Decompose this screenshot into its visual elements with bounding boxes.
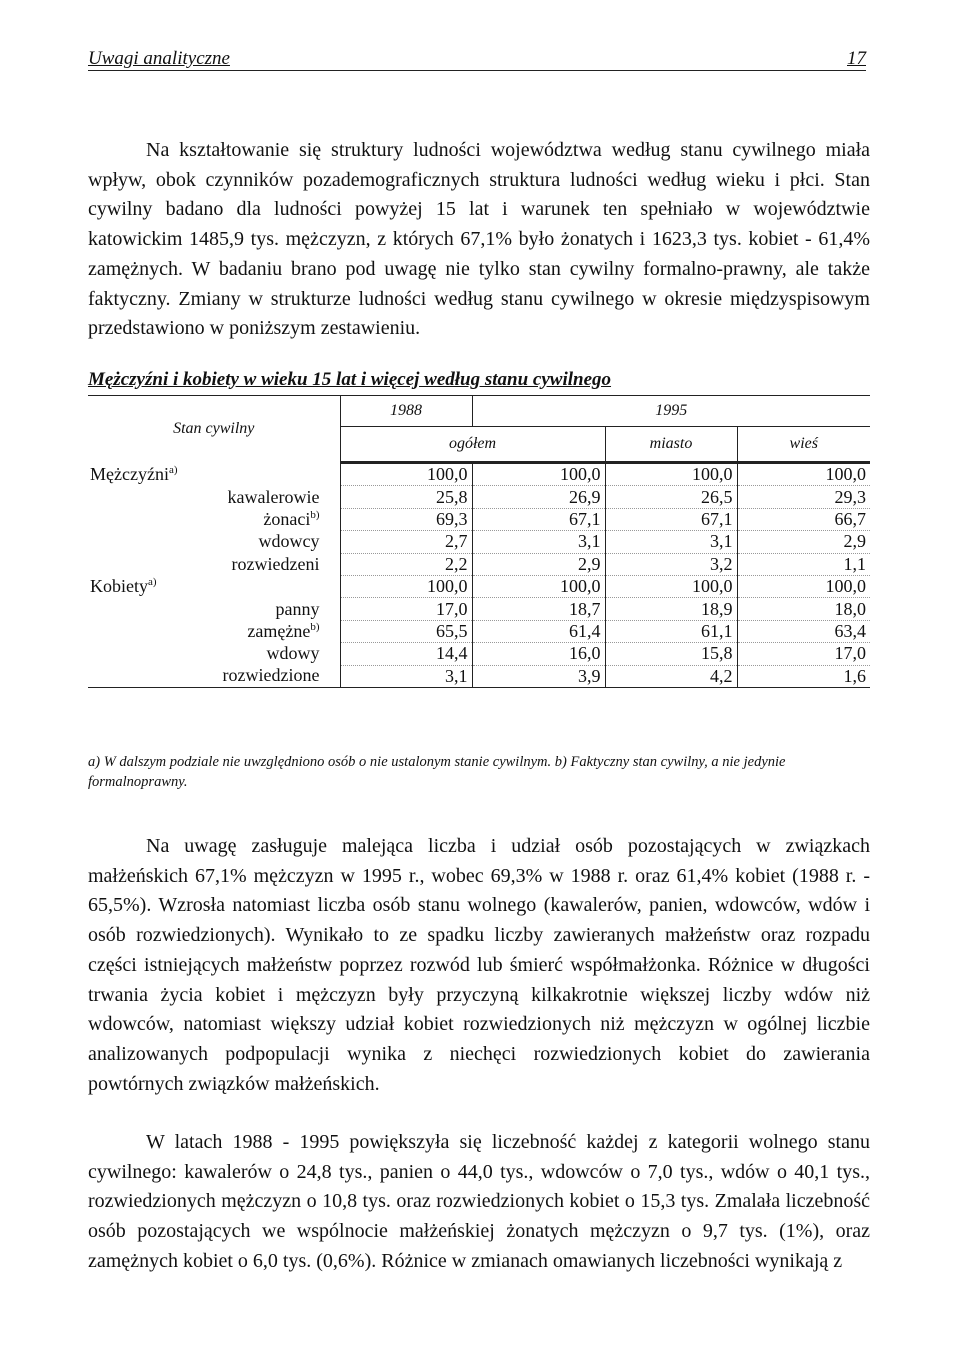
table-row	[88, 643, 870, 665]
row-label: żonaci$^{b)}$	[263, 508, 320, 529]
table-row	[88, 463, 870, 486]
table-row	[88, 508, 870, 530]
cell-miasto: 15,8	[605, 643, 737, 665]
cell-1988: 3,1	[340, 665, 472, 687]
cell-wies: 100,0	[737, 575, 870, 597]
row-label: rozwiedzeni	[231, 553, 320, 574]
cell-1988: 14,4	[340, 643, 472, 665]
cell-ogolem: 100,0	[472, 575, 605, 597]
cell-1988: 69,3	[340, 508, 472, 530]
cell-1988: 2,7	[340, 531, 472, 553]
cell-wies: 17,0	[737, 643, 870, 665]
cell-ogolem: 100,0	[472, 463, 605, 486]
header-year-1995: 1995	[472, 396, 870, 427]
header-wies: wieś	[737, 427, 870, 463]
cell-1988: 2,2	[340, 553, 472, 575]
row-label: wdowy	[266, 643, 320, 664]
cell-ogolem: 67,1	[472, 508, 605, 530]
header-ogolem: ogółem	[340, 427, 605, 463]
header-year-1988: 1988	[340, 396, 472, 427]
cell-miasto: 67,1	[605, 508, 737, 530]
table-row	[88, 620, 870, 642]
cell-wies: 66,7	[737, 508, 870, 530]
cell-wies: 100,0	[737, 463, 870, 486]
row-label: zamężne$^{b)}$	[247, 620, 320, 641]
table-title: Mężczyźni i kobiety w wieku 15 lat i więcej według stanu cywilnego	[88, 369, 612, 390]
cell-1988: 65,5	[340, 620, 472, 642]
marital-status-table	[88, 395, 870, 688]
paragraph-changes: W latach 1988 - 1995 powiększyła się liczebność każdej z kategorii wolnego stanu cywilnego: kawalerów o 24,8 tys., panien o 44,0 tys., wdowców o 7,0 tys., wdów o 40,1 tys., rozwiedzionych mężczyzn o 10,8 tys. oraz rozwiedzionych kobiet o 15,3 tys. Zmalała liczebność osób pozostających we wspólnocie małżeńskiej żonatych mężczyzn o 9,7 tys. (1%), oraz zamężnych kobiet o 6,0 tys. (0,6%). Różnice w zmianach omawianych liczebności wynikają z	[88, 1131, 870, 1272]
table-row	[88, 486, 870, 508]
cell-miasto: 100,0	[605, 575, 737, 597]
cell-ogolem: 61,4	[472, 620, 605, 642]
cell-miasto: 3,1	[605, 531, 737, 553]
row-label: wdowcy	[258, 531, 320, 552]
cell-1988: 25,8	[340, 486, 472, 508]
cell-1988: 17,0	[340, 598, 472, 620]
cell-wies: 1,1	[737, 553, 870, 575]
table-row	[88, 665, 870, 687]
table-row	[88, 598, 870, 620]
cell-1988: 100,0	[340, 463, 472, 486]
cell-wies: 29,3	[737, 486, 870, 508]
cell-wies: 1,6	[737, 665, 870, 687]
row-label: kawalerowie	[227, 486, 320, 507]
table-footnote: a) W dalszym podziale nie uwzględniono osób o nie ustalonym stanie cywilnym. b) Faktyczny stan cywilny, a nie jedynie formalnoprawny.	[88, 754, 786, 790]
cell-wies: 2,9	[737, 531, 870, 553]
cell-ogolem: 26,9	[472, 486, 605, 508]
table-row	[88, 553, 870, 575]
cell-ogolem: 3,1	[472, 531, 605, 553]
row-label: Mężczyźni$^{a)}$	[90, 463, 178, 484]
table-row	[88, 531, 870, 553]
cell-miasto: 26,5	[605, 486, 737, 508]
cell-ogolem: 18,7	[472, 598, 605, 620]
cell-wies: 18,0	[737, 598, 870, 620]
page-number: 17	[847, 48, 866, 69]
header-miasto: miasto	[605, 427, 737, 463]
cell-ogolem: 2,9	[472, 553, 605, 575]
cell-miasto: 4,2	[605, 665, 737, 687]
cell-1988: 100,0	[340, 575, 472, 597]
table-row	[88, 575, 870, 597]
row-label: panny	[275, 598, 320, 619]
cell-wies: 63,4	[737, 620, 870, 642]
cell-miasto: 3,2	[605, 553, 737, 575]
paragraph-intro: Na kształtowanie się struktury ludności województwa według stanu cywilnego miała wpływ, obok czynników pozademograficznych struktura ludności według wieku i płci. Stan cywilny badano dla ludności powyżej 15 lat i warunek ten spełniało w województwie katowickim 1485,9 tys. mężczyzn, z których 67,1% było żonatych i 1623,3 tys. kobiet - 61,4% zamężnych. W badaniu brano pod uwagę nie tylko stan cywilny formalno-prawny, ale także faktyczny. Zmiany w strukturze ludności według stanu cywilnego w okresie międzyspisowym przedstawiono w poniższym zestawieniu.	[88, 139, 870, 340]
cell-miasto: 61,1	[605, 620, 737, 642]
page-header	[88, 48, 866, 71]
row-label: rozwiedzione	[88, 665, 340, 687]
cell-ogolem: 3,9	[472, 665, 605, 687]
paragraph-analysis: Na uwagę zasługuje malejąca liczba i udział osób pozostających w związkach małżeńskich 67,1% mężczyzn w 1995 r., wobec 69,3% w 1988 r. oraz 61,4% kobiet (1988 r. - 65,5%). Wzrosła natomiast liczba osób stanu wolnego (kawalerów, panien, wdowców, wdów i osób rozwiedzionych). Wynikało to ze spadku liczby zawieranych małżeństw oraz rozpadu części istniejących małżeństw poprzez rozwód lub śmierć współmałżonka. Różnice w długości trwania życia kobiet i mężczyzn były przyczyną kilkakrotnie większej liczby wdów niż wdowców, natomiast większy udział kobiet rozwiedzionych niż mężczyzn w ogólnej liczbie analizowanych podpopulacji wynika z niechęci rozwiedzionych kobiet do zawierania powtórnych związków małżeńskich.	[88, 835, 870, 1095]
cell-miasto: 18,9	[605, 598, 737, 620]
cell-ogolem: 16,0	[472, 643, 605, 665]
row-label: Kobiety$^{a)}$	[90, 576, 157, 597]
cell-miasto: 100,0	[605, 463, 737, 486]
section-title: Uwagi analityczne	[88, 48, 230, 69]
header-stan-cywilny: Stan cywilny	[88, 396, 340, 463]
